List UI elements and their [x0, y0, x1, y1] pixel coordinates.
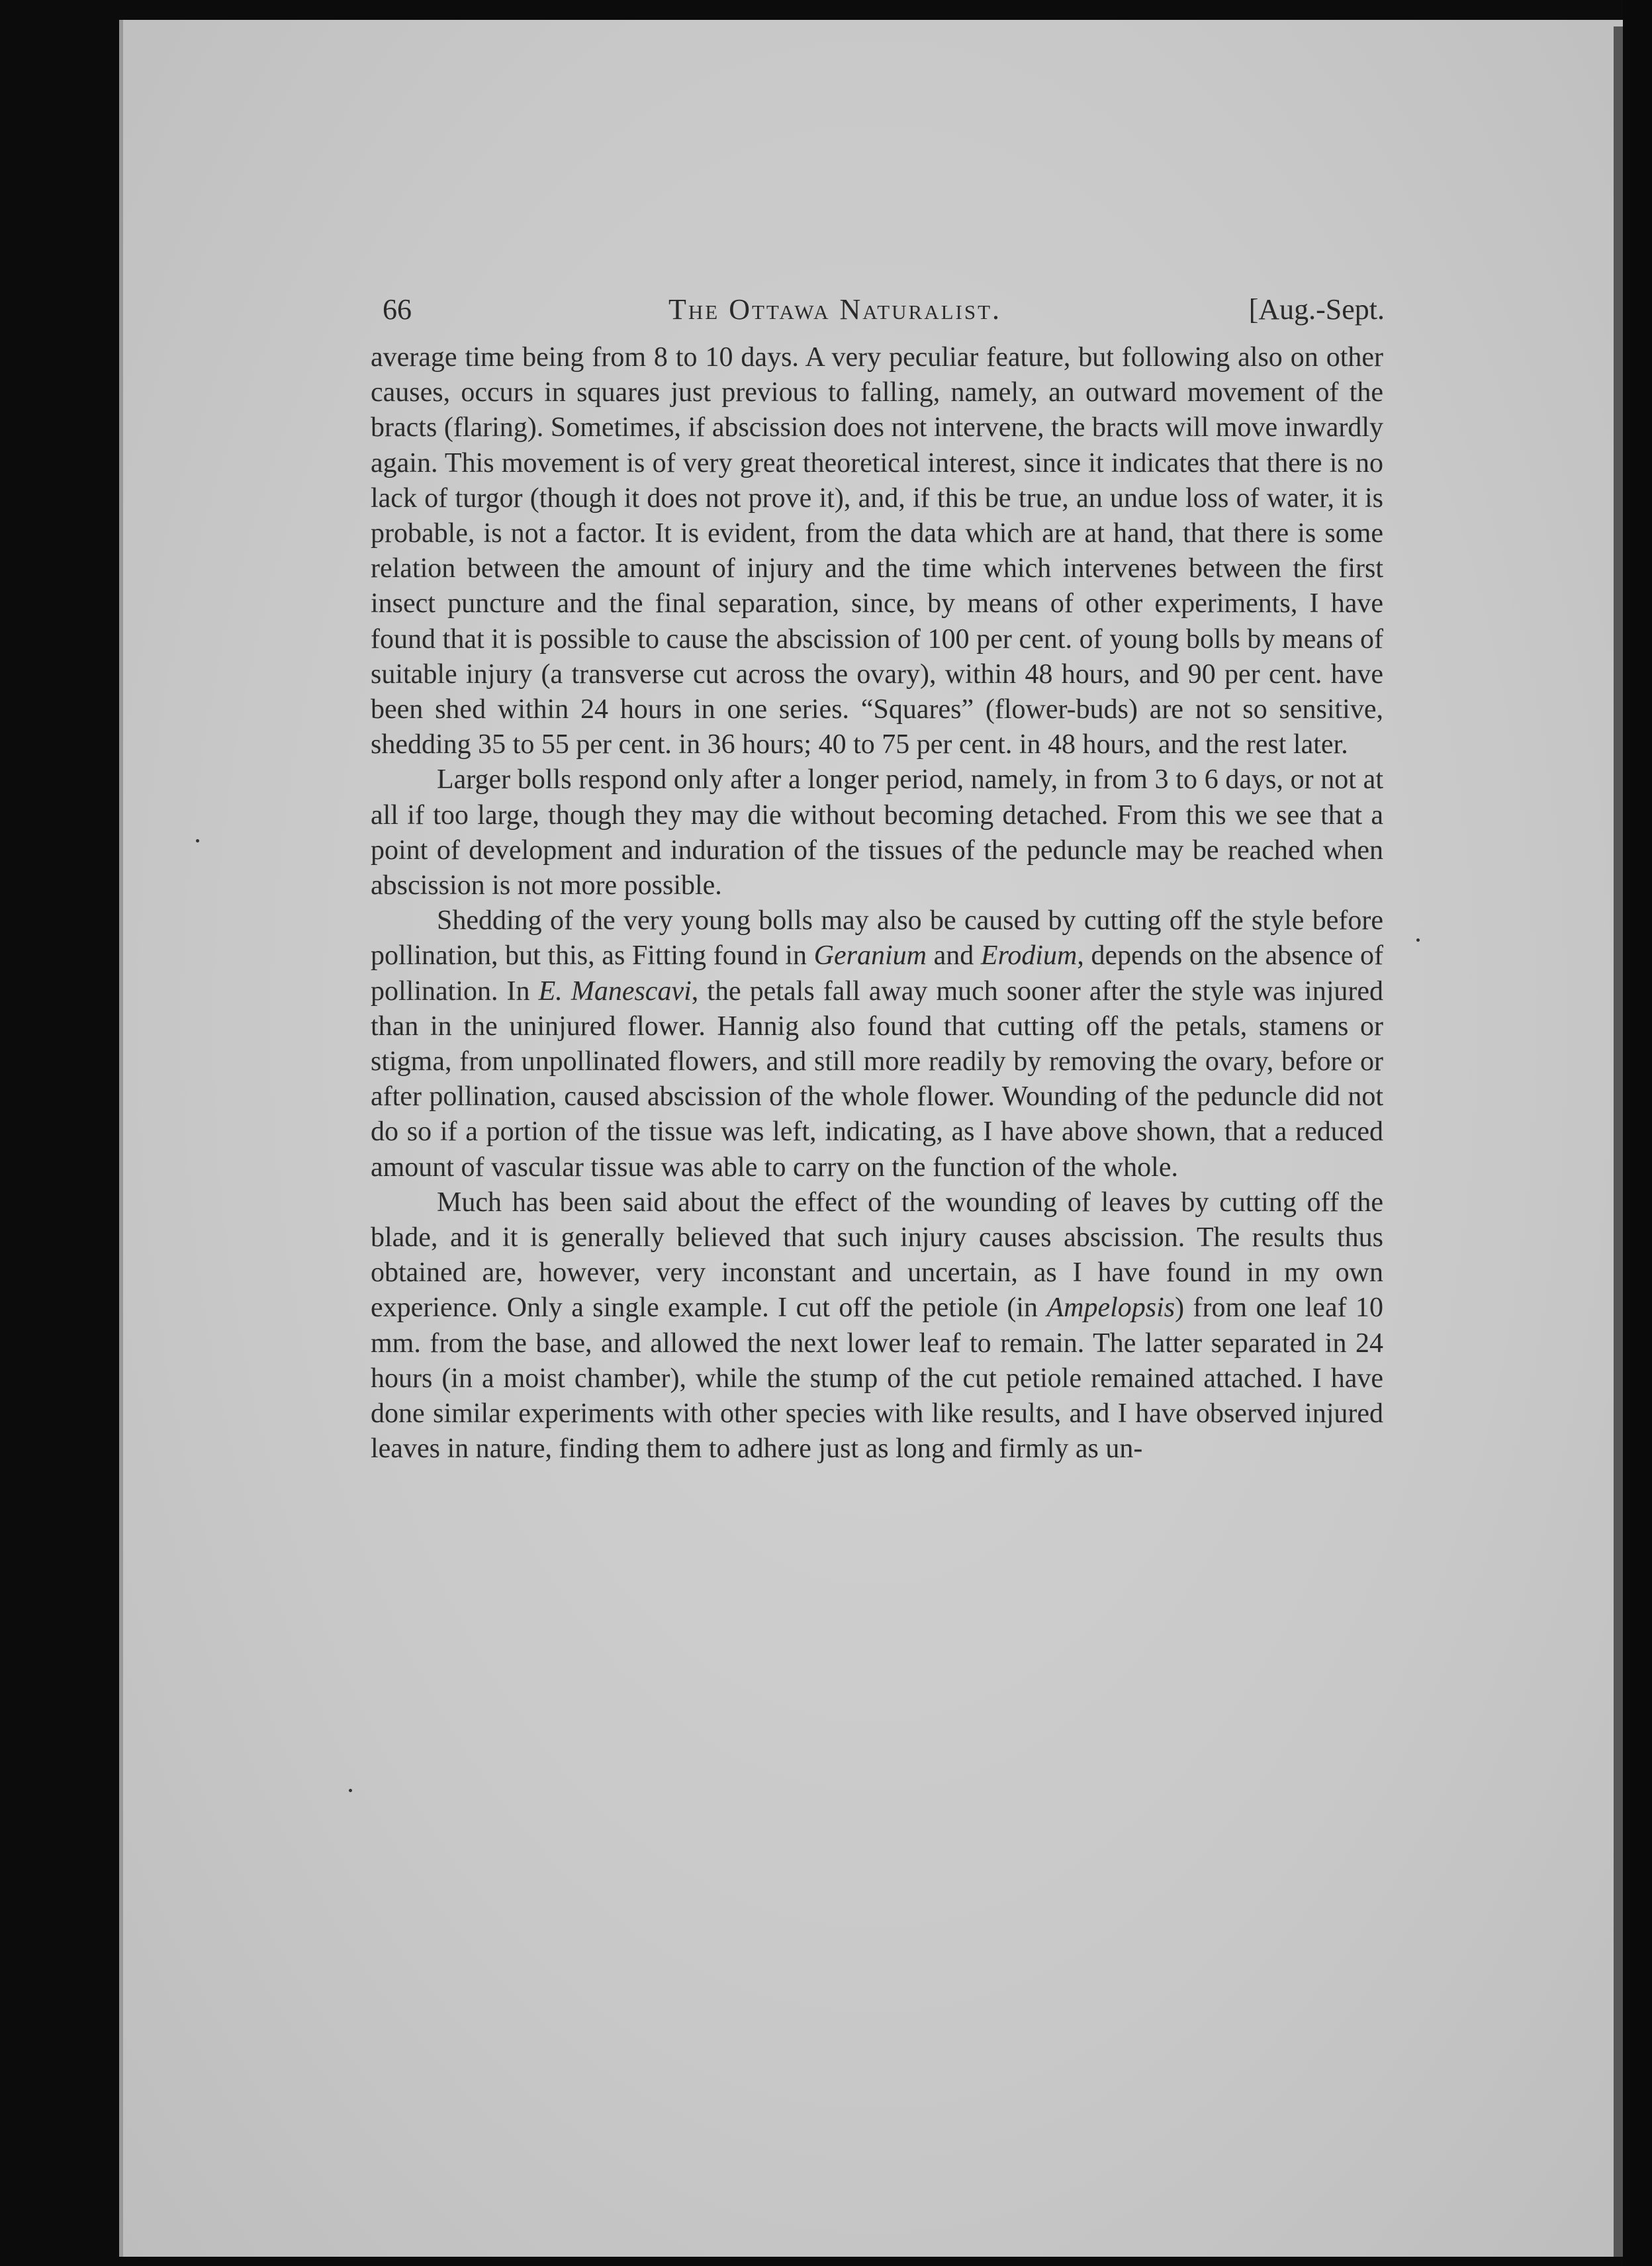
- text-run: and: [926, 940, 981, 972]
- document-page: [371, 285, 1383, 1467]
- speck-mark: [1416, 938, 1420, 942]
- running-header: [371, 285, 1383, 338]
- issue-label: [Aug.-Sept.: [1248, 293, 1385, 326]
- text-run: ) from one leaf 10 mm. from the base, and allowed the next lower leaf to remain. The latter separated in 24 hours (in a moist chamber), while the stump of the cut petiole remained attached. I have done similar experiments with other species with like results, and I have observed injured leaves in nature, finding them to adhere just as long and firmly as un-: [371, 1292, 1383, 1465]
- paragraph: average time being from 8 to 10 days. A very peculiar feature, but following also on other causes, occurs in squares just previous to falling, namely, an outward movement of the bracts (flaring). Sometimes, if abscission does not intervene, the bracts will move inwardly again. This movement is of very great theoretical interest, since it indicates that there is no lack of turgor (though it does not prove it), and, if this be true, an undue loss of water, it is probable, is not a factor. It is evident, from the data which are at hand, that there is some relation between the amount of injury and the time which intervenes between the first insect puncture and the final separation, since, by means of other experiments, I have found that it is possible to cause the abscission of 100 per cent. of young bolls by means of suitable injury (a transverse cut across the ovary), within 48 hours, and 90 per cent. have been shed within 24 hours in one series. “Squares” (flower-buds) are not so sensitive, shedding 35 to 55 per cent. in 36 hours; 40 to 75 per cent. in 48 hours, and the rest later.: [371, 342, 1383, 760]
- page-edge: [1614, 26, 1623, 2257]
- taxon-name: Geranium: [813, 940, 927, 972]
- taxon-name: E. Manescavi: [538, 975, 692, 1007]
- taxon-name: Erodium: [980, 940, 1078, 972]
- page-number: 66: [383, 293, 412, 326]
- taxon-name: Ampelopsis: [1046, 1292, 1175, 1324]
- paragraph: [371, 1185, 1383, 1467]
- text-run: Much has been said about the effect of the wounding of leaves by cutting off the blade, and it is generally believed that such injury causes abscission. The results thus obtained are, however, very inconstant and uncertain, as I have found in my own experience. Only a single example. I cut off the petiole (in: [371, 1187, 1383, 1324]
- paragraph: Larger bolls respond only after a longer period, namely, in from 3 to 6 days, or not at all if too large, though they may die without becoming detached. From this we see that a point of development and induration of the tissues of the peduncle may be reached when abscission is not more possible.: [371, 764, 1383, 901]
- paragraph: [371, 903, 1383, 1185]
- text-run: , depends on the absence of pollination. In: [371, 940, 1383, 1007]
- speck-mark: [349, 1789, 352, 1792]
- journal-title: The Ottawa Naturalist.: [668, 293, 1002, 326]
- scan-edge: [1623, 0, 1652, 2266]
- speck-mark: [196, 839, 199, 842]
- body-text: [371, 340, 1383, 1467]
- text-run: , the petals fall away much sooner after the style was injured than in the uninjured flower. Hannig also found that cutting off the petals, stamens or stigma, from unpollinated flowers, and still more readily by removing the ovary, before or after pollination, caused abscission of the whole flower. Wounding of the peduncle did not do so if a portion of the tissue was left, indicating, as I have above shown, that a reduced amount of vascular tissue was able to carry on the function of the whole.: [371, 975, 1383, 1183]
- text-run: Shedding of the very young bolls may also be caused by cutting off the style before pollination, but this, as Fitting found in: [371, 905, 1383, 972]
